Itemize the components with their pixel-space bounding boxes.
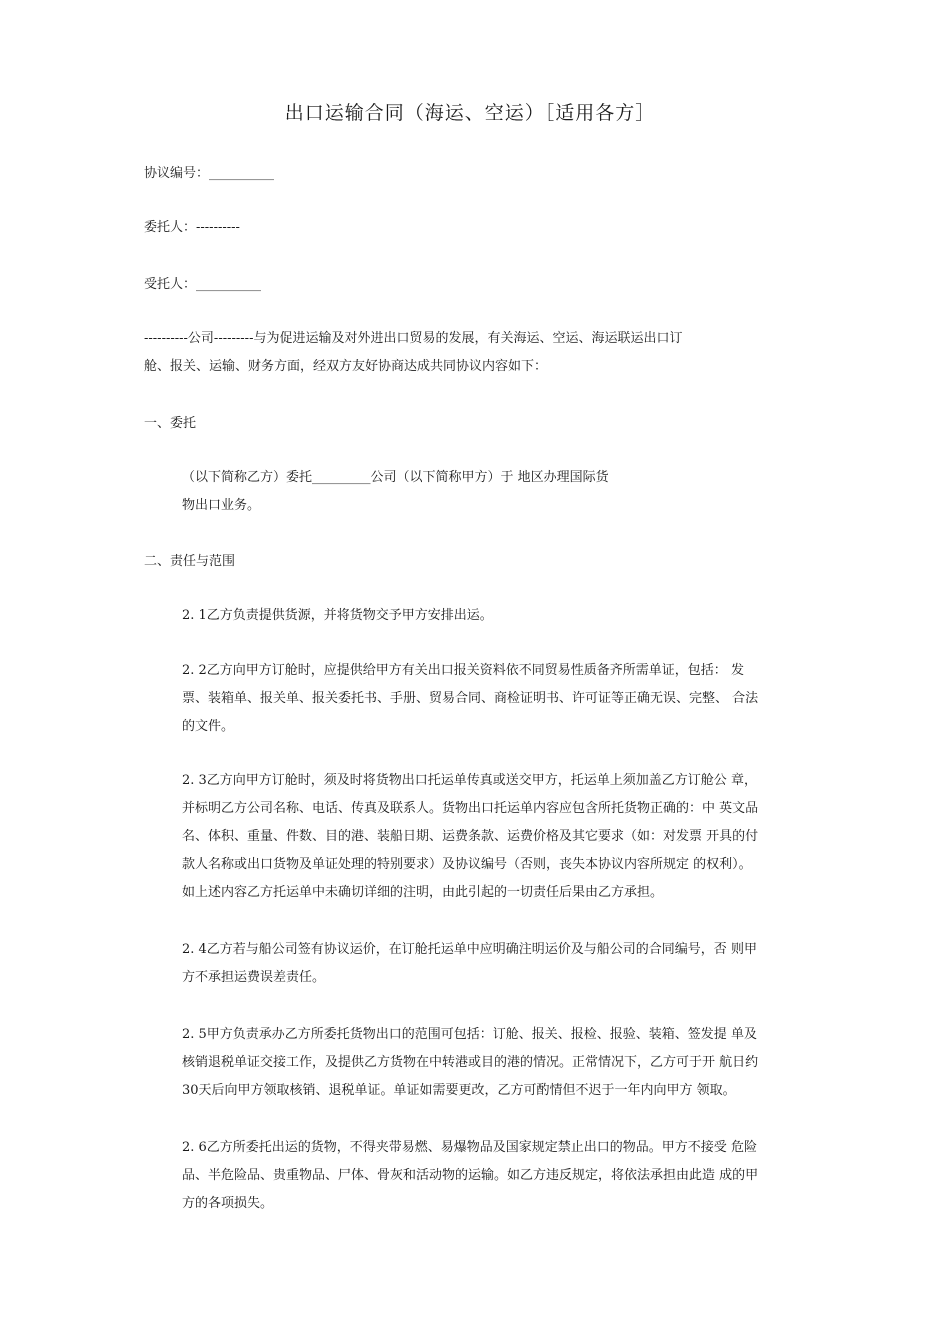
principal-field: 委托人：---------- [144, 220, 240, 235]
document-title: 出口运输合同（海运、空运）［适用各方］ [284, 102, 656, 124]
clause-2-4 [182, 936, 802, 992]
clause-2-1 [182, 602, 802, 630]
section-heading-entrust: 一、委托 [144, 416, 197, 431]
clause-line: 2. 2乙方向甲方订舱时，应提供给甲方有关出口报关资料依不同贸易性质备齐所需单证，包括： 发 [182, 663, 744, 678]
agreement-number-field: 协议编号：__________ [144, 166, 275, 181]
clause-line: 品、半危险品、贵重物品、尸体、骨灰和活动物的运输。如乙方违反规定，将依法承担由此造 成的甲 [182, 1168, 759, 1183]
clause-line: 核销退税单证交接工作，及提供乙方货物在中转港或目的港的情况。正常情况下，乙方可于开 航日约 [182, 1055, 759, 1070]
entrust-line: （以下简称乙方）委托_________公司（以下简称甲方）于 地区办理国际货 [182, 470, 609, 485]
entrust-paragraph [182, 464, 782, 520]
clause-line: 2. 5甲方负责承办乙方所委托货物出口的范围可包括：订舱、报关、报检、报验、装箱、签发提 单及 [182, 1027, 757, 1042]
entrust-line: 物出口业务。 [182, 498, 261, 513]
intro-line: 舱、报关、运输、财务方面，经双方友好协商达成共同协议内容如下： [144, 359, 548, 374]
clause-2-2 [182, 657, 802, 741]
intro-paragraph [144, 325, 784, 381]
clause-line: 2. 4乙方若与船公司签有协议运价，在订舱托运单中应明确注明运价及与船公司的合同编号，否 则甲 [182, 942, 757, 957]
intro-line: ----------公司---------与为促进运输及对外进出口贸易的发展，有关海运、空运、海运联运出口订 [144, 331, 683, 346]
clause-2-3 [182, 767, 802, 907]
clause-line: 并标明乙方公司名称、电话、传真及联系人。货物出口托运单内容应包含所托货物正确的：中 英文品 [182, 801, 759, 816]
clause-line: 2. 3乙方向甲方订舱时，须及时将货物出口托运单传真或送交甲方，托运单上须加盖乙方订舱公 章， [182, 773, 757, 788]
clause-2-5 [182, 1021, 802, 1105]
clause-line: 的文件。 [182, 719, 235, 734]
clause-line: 名、体积、重量、件数、目的港、装船日期、运费条款、运费价格及其它要求（如：对发票 开具的付 [182, 829, 759, 844]
clause-line: 方的各项损失。 [182, 1196, 274, 1211]
clause-line: 2. 6乙方所委托出运的货物，不得夹带易燃、易爆物品及国家规定禁止出口的物品。甲方不接受 危险 [182, 1140, 757, 1155]
clause-2-6 [182, 1134, 802, 1218]
clause-line: 如上述内容乙方托运单中未确切详细的注明，由此引起的一切责任后果由乙方承担。 [182, 885, 664, 900]
clause-line: 30天后向甲方领取核销、退税单证。单证如需要更改，乙方可酌情但不迟于一年内向甲方 领取。 [182, 1083, 736, 1098]
clause-line: 2. 1乙方负责提供货源，并将货物交予甲方安排出运。 [182, 608, 493, 623]
agent-field: 受托人：__________ [144, 277, 262, 292]
clause-line: 款人名称或出口货物及单证处理的特别要求）及协议编号（否则，丧失本协议内容所规定 的权利）。 [182, 857, 752, 872]
clause-line: 方不承担运费误差责任。 [182, 970, 326, 985]
clause-line: 票、装箱单、报关单、报关委托书、手册、贸易合同、商检证明书、许可证等正确无误、完整、 合法 [182, 691, 759, 706]
section-heading-responsibility: 二、责任与范围 [144, 554, 236, 569]
